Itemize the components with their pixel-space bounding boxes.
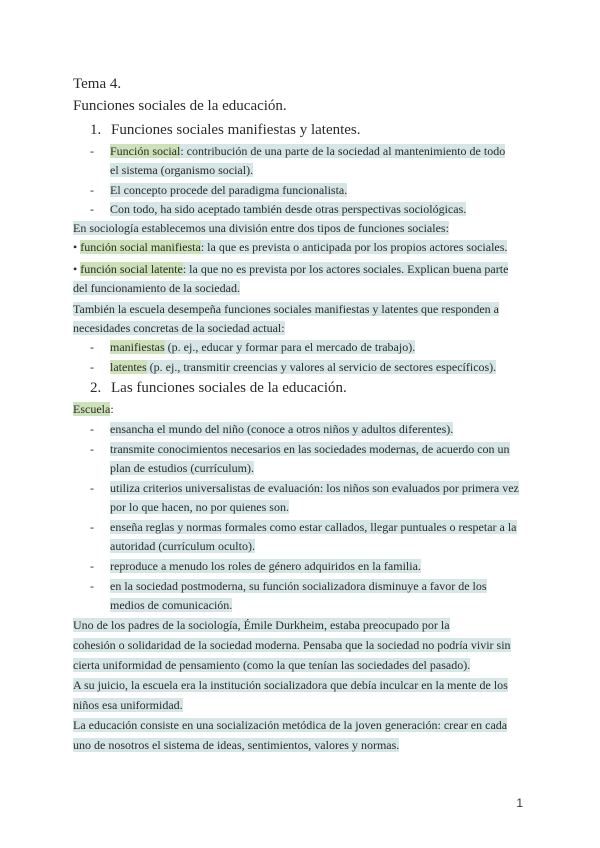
list-item: enseña reglas y normas formales como estar callados, llegar puntuales o respetar a la [110, 520, 517, 534]
list-item: reproduce a menudo los roles de género adquiridos en la familia. [110, 559, 421, 573]
list-item-continuation: por lo que hacen, no por quienes son. [110, 500, 289, 514]
list-item-latentes: latentes (p. ej., transmitir creencias y valores al servicio de sectores específicos). [110, 360, 497, 374]
document-title: Funciones sociales de la educación. [73, 98, 287, 114]
list-item-continuation: autoridad (currículum oculto). [110, 539, 255, 553]
term-latentes: latentes [110, 360, 147, 374]
definition-text: : contribución de una parte de la sociedad al mantenimiento de todo [180, 144, 506, 158]
tema-label: Tema 4. [73, 76, 122, 92]
paragraph-line: En sociología establecemos una división entre dos tipos de funciones sociales: [73, 221, 449, 235]
list-item: El concepto procede del paradigma funcionalista. [110, 183, 348, 197]
dash-marker: - [90, 202, 94, 216]
escuela-label-line: Escuela: [73, 402, 114, 416]
section-2-heading [90, 378, 347, 398]
dash-marker: - [90, 360, 94, 374]
section-2-title: Las funciones sociales de la educación. [111, 380, 347, 396]
bullet-manifiesta: • función social manifiesta: la que es prevista o anticipada por los propios actores sociales. [73, 240, 508, 254]
list-item: ensancha el mundo del niño (conoce a otros niños y adultos diferentes). [110, 422, 454, 436]
paragraph-line: cierta uniformidad de pensamiento (como la que tenían las sociedades del pasado). [73, 658, 471, 672]
dash-marker: - [90, 144, 94, 158]
list-item-continuation: el sistema (organismo social). [110, 163, 254, 177]
paragraph-line: A su juicio, la escuela era la institución socializadora que debía inculcar en la mente de los [73, 678, 508, 692]
list-item: utiliza criterios universalistas de evaluación: los niños son evaluados por primera vez [110, 481, 519, 495]
paragraph-line: cohesión o solidaridad de la sociedad moderna. Pensaba que la sociedad no podría vivir sin [73, 638, 511, 652]
paragraph-line: La educación consiste en una socialización metódica de la joven generación: crear en cada [73, 718, 508, 732]
dash-marker: - [90, 559, 94, 573]
bullet-icon: • [73, 240, 78, 254]
term-manifiestas: manifiestas [110, 340, 165, 354]
list-item-funcion-social [110, 142, 505, 160]
paragraph-line: niños esa uniformidad. [73, 698, 183, 712]
section-2-number: 2. [90, 380, 102, 396]
list-item: Con todo, ha sido aceptado también desde otras perspectivas sociológicas. [110, 202, 467, 216]
paragraph-line: del funcionamiento de la sociedad. [73, 281, 240, 295]
page-number: 1 [516, 796, 523, 810]
section-1-title: Funciones sociales manifiestas y latentes. [111, 122, 361, 138]
dash-marker: - [90, 422, 94, 436]
list-item-manifiestas: manifiestas (p. ej., educar y formar para el mercado de trabajo). [110, 340, 416, 354]
dash-marker: - [90, 442, 94, 456]
list-item: transmite conocimientos necesarios en las sociedades modernas, de acuerdo con un [110, 442, 510, 456]
dash-marker: - [90, 520, 94, 534]
section-1-number: 1. [90, 122, 102, 138]
term-escuela: Escuela [73, 402, 111, 416]
paragraph-line: necesidades concretas de la sociedad actual: [73, 321, 285, 335]
section-1-heading [90, 120, 361, 140]
bullet-latente: • función social latente: la que no es prevista por los actores sociales. Explican buena parte [73, 262, 509, 276]
bullet-icon: • [73, 262, 78, 276]
dash-marker: - [90, 340, 94, 354]
term-manifiesta: función social manifiesta [80, 240, 201, 254]
term-funcion-social: Función social [110, 144, 181, 158]
dash-marker: - [90, 481, 94, 495]
list-item-continuation: plan de estudios (currículum). [110, 461, 254, 475]
list-item-continuation: medios de comunicación. [110, 598, 233, 612]
paragraph-line: También la escuela desempeña funciones sociales manifiestas y latentes que responden a [73, 302, 499, 316]
term-latente: función social latente [80, 262, 183, 276]
list-item: en la sociedad postmoderna, su función socializadora disminuye a favor de los [110, 579, 487, 593]
paragraph-line: uno de nosotros el sistema de ideas, sentimientos, valores y normas. [73, 738, 400, 752]
paragraph-line: Uno de los padres de la sociología, Émile Durkheim, estaba preocupado por la [73, 618, 450, 632]
dash-marker: - [90, 579, 94, 593]
dash-marker: - [90, 183, 94, 197]
